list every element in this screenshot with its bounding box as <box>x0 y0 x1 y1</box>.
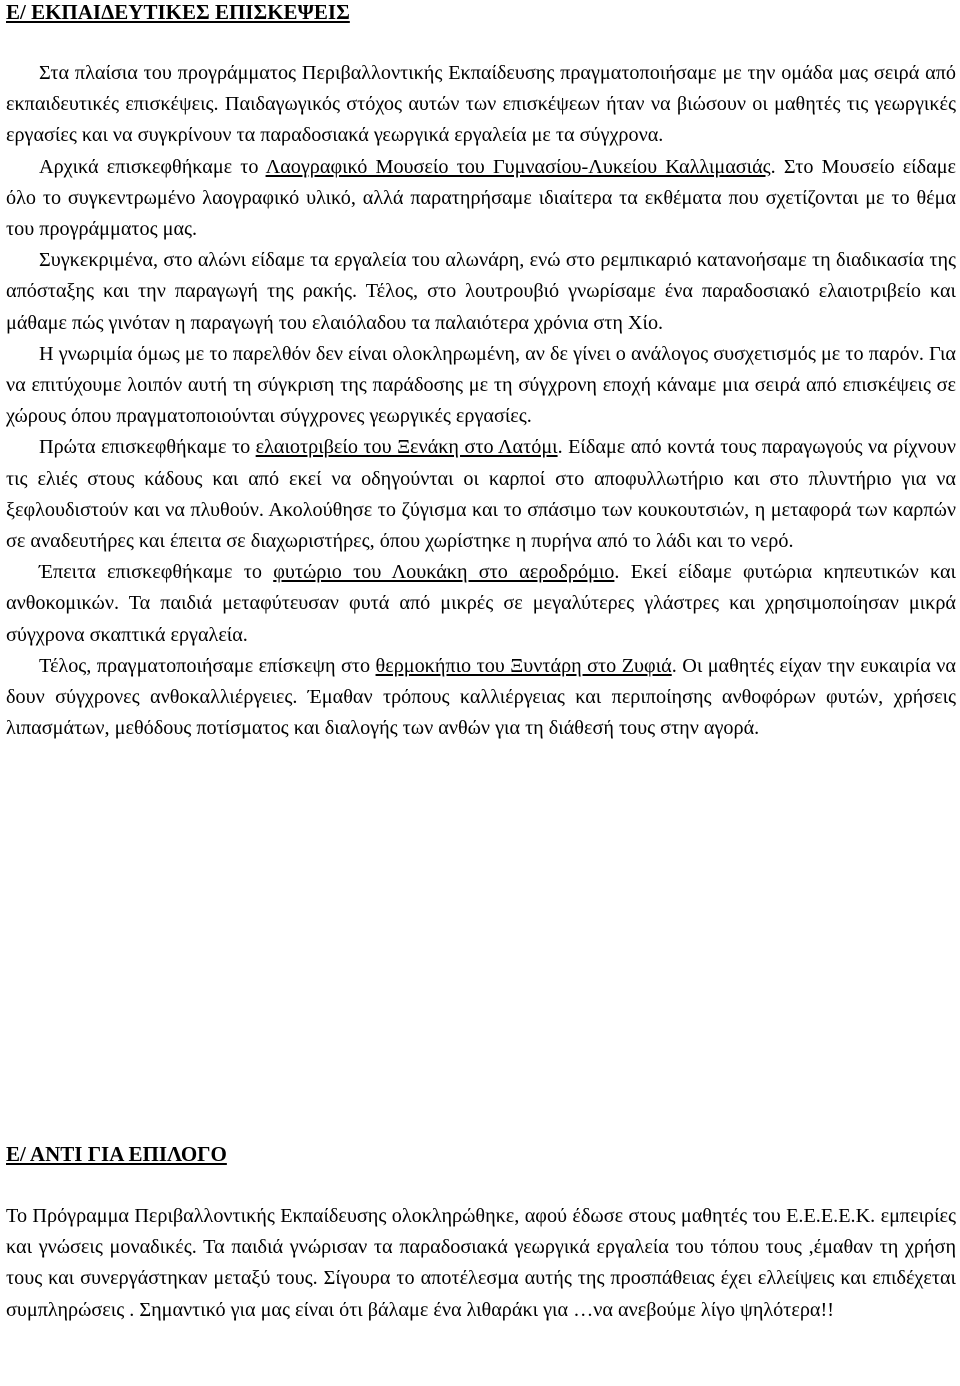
text-segment: . Στο Μουσείο είδαμε όλο το συγκεντρωμένο λαογραφικό υλικό, αλλά παρατηρήσαμε ιδιαίτερα τα εκθέματα που σχετίζονται με το θέμα του προγράμματος μας. <box>6 155 956 241</box>
underlined-place-museum: Λαογραφικό Μουσείο του Γυμνασίου-Λυκείου Καλλιμασιάς <box>265 155 771 178</box>
underlined-place-nursery: φυτώριο του Λουκάκη στο αεροδρόμιο <box>273 561 615 584</box>
text-segment: . Εκεί είδαμε φυτώρια κηπευτικών και ανθοκομικών. Τα παιδιά μεταφύτευσαν φυτά από μικρές σε μεγαλύτερες γλάστρες και χρησιμοποίησαν μικρά σύγχρονα σκαπτικά εργαλεία. <box>6 561 956 646</box>
paragraph-museum-visit <box>6 152 956 246</box>
text-segment: Αρχικά επισκεφθήκαμε το <box>39 155 266 178</box>
paragraph-museum-details: Συγκεκριμένα, στο αλώνι είδαμε τα εργαλεία του αλωνάρη, ενώ στο ρεμπικαριό κατανοήσαμε τη διαδικασία της απόσταξης και την παραγωγή της ρακής. Τέλος, στο λουτρουβιό γνωρίσαμε ένα παραδοσιακό ελαιοτριβείο και μάθαμε πώς γινόταν η παραγωγή του ελαιόλαδου τα παλαιότερα χρόνια στη Χίο. <box>6 249 956 334</box>
text-segment: Τέλος, πραγματοποιήσαμε επίσκεψη στο <box>39 654 376 677</box>
section-heading-epilogue: Ε/ ΑΝΤΙ ΓΙΑ ΕΠΙΛΟΓΟ <box>6 1142 227 1166</box>
section-epilogue <box>6 1201 956 1326</box>
underlined-place-olive-mill: ελαιοτριβείο του Ξενάκη στο Λατόμι <box>255 436 558 459</box>
paragraph-nursery-visit <box>6 557 956 651</box>
underlined-place-greenhouse: θερμοκήπιο του Ξυντάρη στο Ζυφιά <box>375 654 672 677</box>
paragraph-epilogue: Το Πρόγραμμα Περιβαλλοντικής Εκπαίδευσης ολοκληρώθηκε, αφού έδωσε στους μαθητές του Ε.Ε.Ε.Ε.Κ. εμπειρίες και γνώσεις μοναδικές. Τα παιδιά γνώρισαν τα παραδοσιακά γεωργικά εργαλεία του τόπου τους ,έμαθαν τη χρήση τους και συνεργάστηκαν μεταξύ τους. Σίγουρα το αποτέλεσμα αυτής της προσπάθειας έχει ελλείψεις και επιδέχεται συμπληρώσεις . Σημαντικό για μας είναι ότι βάλαμε ένα λιθαράκι για …να ανεβούμε λίγο ψηλότερα!! <box>6 1205 956 1321</box>
paragraph-intro: Στα πλαίσια του προγράμματος Περιβαλλοντικής Εκπαίδευσης πραγματοποιήσαμε με την ομάδα μας σειρά από εκπαιδευτικές επισκέψεις. Παιδαγωγικός στόχος αυτών των επισκέψεων ήταν να βιώσουν οι μαθητές τις γεωργικές εργασίες και να συγκρίνουν τα παραδοσιακά γεωργικά εργαλεία με τα σύγχρονα. <box>6 62 956 147</box>
paragraph-greenhouse-visit <box>6 651 956 745</box>
text-segment: . Είδαμε από κοντά τους παραγωγούς να ρίχνουν τις ελιές στους κάδους και από εκεί να οδηγούνται οι καρποί στο αποφυλλωτήριο και στο πλυντήριο για να ξεφλουδιστούν και να πλυθούν. Ακολούθησε το ζύγισμα και το σπάσιμο των κουκουτσιών, η μεταφορά των καρπών σε αναδευτήρες και έπειτα σε διαχωριστήρες, όπου χωρίστηκε η πυρήνα από το λάδι και το νερό. <box>6 436 956 553</box>
section-educational-visits <box>6 58 956 744</box>
text-segment: Πρώτα επισκεφθήκαμε το <box>39 436 256 459</box>
section-heading-educational-visits: Ε/ ΕΚΠΑΙΔΕΥΤΙΚΕΣ ΕΠΙΣΚΕΨΕΙΣ <box>6 0 350 24</box>
paragraph-past-present: Η γνωριμία όμως με το παρελθόν δεν είναι ολοκληρωμένη, αν δε γίνει ο ανάλογος συσχετισμός με το παρόν. Για να επιτύχουμε λοιπόν αυτή τη σύγκριση της παράδοσης με τη σύγχρονη εποχή κάναμε μια σειρά από επισκέψεις σε χώρους όπου πραγματοποιούνται σύγχρονες γεωργικές εργασίες. <box>6 342 956 428</box>
text-segment: Έπειτα επισκεφθήκαμε το <box>39 561 274 584</box>
text-segment: . Οι μαθητές είχαν την ευκαιρία να δουν σύγχρονες ανθοκαλλιέργειες. Έμαθαν τρόπους καλλιέργειας και περιποίησης ανθοφόρων φυτών, χρήσεις λιπασμάτων, μεθόδους ποτίσματος και διαλογής των ανθών για τη διάθεσή τους στην αγορά. <box>6 654 956 740</box>
paragraph-olive-mill-visit <box>6 432 956 557</box>
